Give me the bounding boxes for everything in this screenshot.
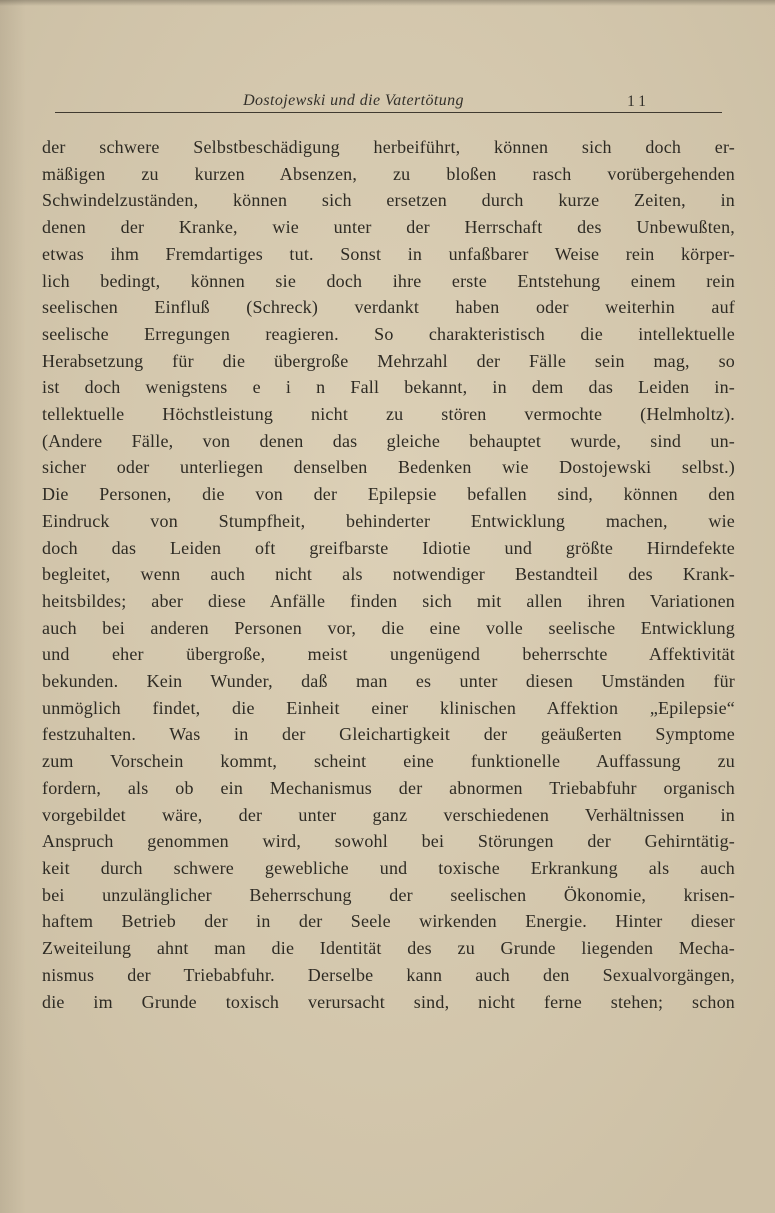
- text-line: haftem Betrieb der in der Seele wirkenden Energie. Hinter dieser: [42, 911, 735, 932]
- text-line: doch das Leiden oft greifbarste Idiotie und größte Hirndefekte: [42, 537, 735, 558]
- text-line: bekunden. Kein Wunder, daß man es unter diesen Umständen für: [42, 671, 735, 692]
- text-line: mäßigen zu kurzen Absenzen, zu bloßen rasch vorübergehenden: [42, 163, 735, 184]
- text-line: festzuhalten. Was in der Gleichartigkeit der geäußerten Symptome: [42, 724, 735, 745]
- text-line: der schwere Selbstbeschädigung herbeiführt, können sich doch er-: [42, 137, 735, 157]
- text-line: keit durch schwere gewebliche und toxische Erkrankung als auch: [42, 857, 735, 878]
- text-line: bei unzulänglicher Beherrschung der seelischen Ökonomie, krisen-: [42, 884, 735, 905]
- text-line: ist doch wenigstens e i n Fall bekannt, in dem das Leiden in-: [42, 377, 735, 398]
- text-line: denen der Kranke, wie unter der Herrschaft des Unbewußten,: [42, 217, 735, 238]
- text-line: sicher oder unterliegen denselben Bedenken wie Dostojewski selbst.): [42, 457, 735, 478]
- text-line: Herabsetzung für die übergroße Mehrzahl der Fälle sein mag, so: [42, 350, 735, 371]
- text-line: tellektuelle Höchstleistung nicht zu stören vermochte (Helmholtz).: [42, 404, 735, 425]
- text-line: zum Vorschein kommt, scheint eine funktionelle Auffassung zu: [42, 751, 735, 772]
- text-line: unmöglich findet, die Einheit einer klinischen Affektion „Epilepsie“: [42, 697, 735, 718]
- text-line: Anspruch genommen wird, sowohl bei Störungen der Gehirntätig-: [42, 831, 735, 852]
- text-line: Schwindelzuständen, können sich ersetzen durch kurze Zeiten, in: [42, 190, 735, 211]
- page-number: 11: [627, 93, 650, 110]
- text-line: Die Personen, die von der Epilepsie befallen sind, können den: [42, 484, 735, 505]
- text-line: Zweiteilung ahnt man die Identität des zu Grunde liegenden Mecha-: [42, 938, 735, 959]
- text-line: seelischen Einfluß (Schreck) verdankt haben oder weiterhin auf: [42, 297, 735, 318]
- text-line: Eindruck von Stumpfheit, behinderter Entwicklung machen, wie: [42, 510, 735, 531]
- text-line: begleitet, wenn auch nicht als notwendiger Bestandteil des Krank-: [42, 564, 735, 585]
- text-line: lich bedingt, können sie doch ihre erste Entstehung einem rein: [42, 270, 735, 291]
- text-line: (Andere Fälle, von denen das gleiche behauptet wurde, sind un-: [42, 430, 735, 451]
- text-line: heitsbildes; aber diese Anfälle finden sich mit allen ihren Variationen: [42, 590, 735, 611]
- text-line: fordern, als ob ein Mechanismus der abnormen Triebabfuhr organisch: [42, 777, 735, 798]
- text-line: und eher übergroße, meist ungenügend beherrschte Affektivität: [42, 644, 735, 665]
- page-header: [55, 92, 722, 114]
- header-divider: [55, 112, 722, 113]
- running-head-title: Dostojewski und die Vatertötung: [243, 92, 464, 109]
- text-line: die im Grunde toxisch verursacht sind, nicht ferne stehen; schon: [42, 991, 735, 1012]
- text-line: seelische Erregungen reagieren. So charakteristisch die intellektuelle: [42, 323, 735, 344]
- text-line: nismus der Triebabfuhr. Derselbe kann auch den Sexualvorgängen,: [42, 964, 735, 985]
- body-text: [42, 134, 735, 1015]
- text-line: etwas ihm Fremdartiges tut. Sonst in unfaßbarer Weise rein körper-: [42, 243, 735, 264]
- text-line: auch bei anderen Personen vor, die eine volle seelische Entwicklung: [42, 617, 735, 638]
- text-line: vorgebildet wäre, der unter ganz verschiedenen Verhältnissen in: [42, 804, 735, 825]
